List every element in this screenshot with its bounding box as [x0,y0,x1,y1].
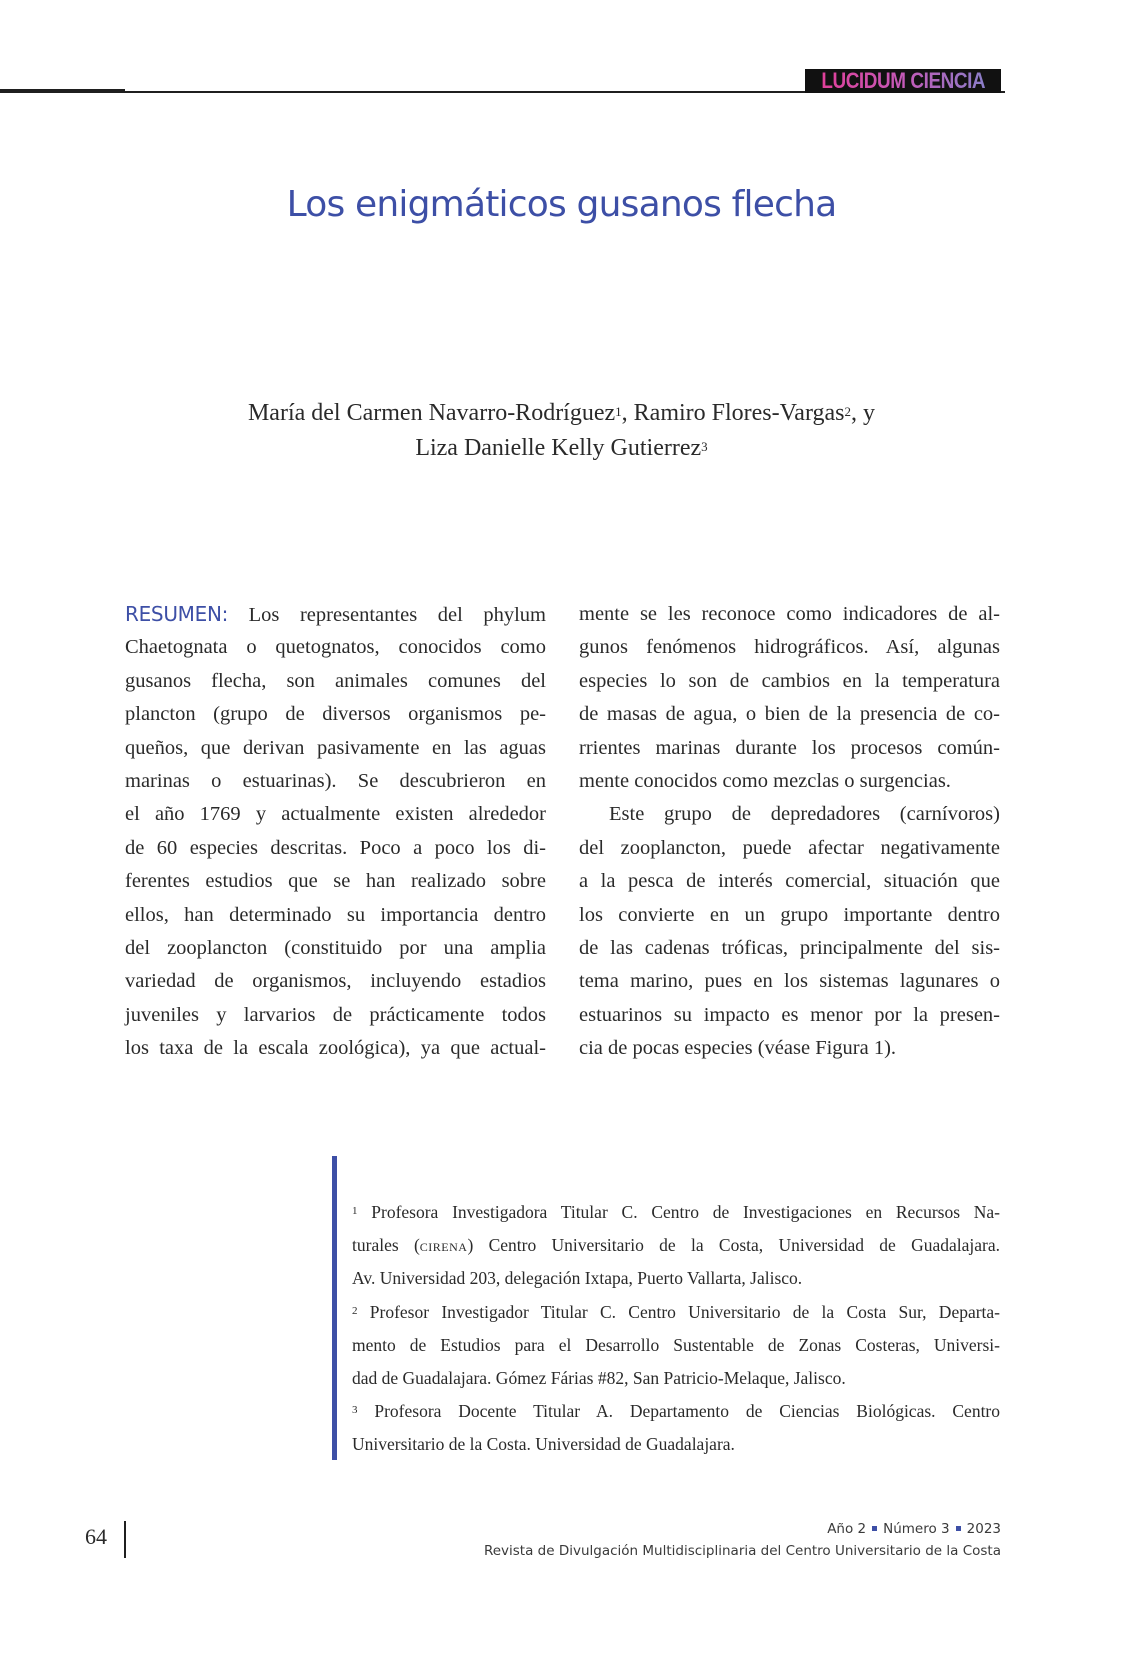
author-name: Liza Danielle Kelly Gutierrez [415,435,702,461]
author-name: María del Carmen Navarro-Rodríguez [247,400,616,426]
footnote-accent-bar [332,1156,337,1460]
footnote-mark: 3 [352,1404,358,1417]
abstract-right-column [579,598,1000,1065]
text-line: mente conocidos como mezclas o surgencias. [579,769,951,792]
text-fragment: Profesora Docente Titular A. Departamento de Ciencias Biológicas. Centro [374,1401,1001,1422]
text-line: de las cadenas tróficas, principalmente del sis- [579,936,1000,959]
issue-date-label: 2023 [966,1521,1001,1537]
text-fragment: Los representantes del phylum [248,604,546,626]
footnote-line [352,1296,1000,1329]
text-line: ellos, han determinado su importancia dentro [125,903,546,926]
page-number-divider [124,1521,126,1558]
page-number: 64 [85,1524,107,1549]
footnote-mark: 1 [352,1205,358,1217]
text-line: plancton (grupo de diversos organismos pe- [125,703,546,726]
text-line: Este grupo de depredadores (carnívoros) [609,803,1000,826]
text-line: estuarinos su impacto es menor por la presen- [579,1003,1000,1026]
affiliation-mark: 2 [844,404,852,419]
author-list [0,396,1123,466]
footnote-line: Universitario de la Costa. Universidad de Guadalajara. [352,1434,735,1455]
author-separator: , [621,400,634,426]
journal-badge [805,69,1001,93]
text-line: los taxa de la escala zoológica), ya que actual- [125,1037,546,1060]
text-line: juveniles y larvarios de prácticamente todos [125,1003,546,1026]
text-line: rrientes marinas durante los procesos común- [579,736,1000,759]
text-line: de masas de agua, o bien de la presencia de co- [579,703,1000,726]
text-fragment: Profesora Investigadora Titular C. Centro de Investigaciones en Recursos Na- [371,1202,1001,1222]
text-line: variedad de organismos, incluyendo estadios [125,970,546,993]
running-footer [484,1518,1001,1562]
issue-info [484,1518,1001,1540]
text-line: a la pesca de interés comercial, situación que [579,870,1000,893]
text-line: gusanos flecha, son animales comunes del [125,669,546,692]
footnote-line: mento de Estudios para el Desarrollo Sustentable de Zonas Costeras, Universi- [352,1334,1000,1355]
text-line: de 60 especies descritas. Poco a poco los di- [125,836,546,859]
author-line-2 [0,431,1123,466]
affiliation-mark: 3 [701,439,708,454]
text-line: ferentes estudios que se han realizado sobre [125,870,546,893]
footnote-line: Av. Universidad 203, delegación Ixtapa, Puerto Vallarta, Jalisco. [352,1268,803,1289]
text-line: queños, que derivan pasivamente en las aguas [125,736,546,759]
abstract-left-column [125,598,546,1065]
text-fragment: turales ( [352,1235,420,1256]
issue-year-label: Año 2 [827,1521,867,1537]
text-line: cia de pocas especies (véase Figura 1). [579,1037,897,1060]
text-line: Chaetognata o quetognatos, conocidos como [125,636,546,659]
author-name: Ramiro Flores-Vargas [633,400,845,426]
affiliation-footnotes [352,1196,1000,1462]
footnote-line: dad de Guadalajara. Gómez Fárias #82, San Patricio-Melaque, Jalisco. [352,1367,846,1388]
journal-name: Revista de Divulgación Multidisciplinaria del Centro Universitario de la Costa [483,1543,1001,1559]
text-line: especies lo son de cambios en la temperatura [579,669,1000,692]
text-line: el año 1769 y actualmente existen alrededor [125,803,546,826]
text-line: gunos fenómenos hidrográficos. Así, algunas [579,636,1000,659]
article-title: Los enigmáticos gusanos flecha [286,184,837,225]
bullet-square-icon [872,1526,877,1531]
resumen-label: RESUMEN: [125,602,229,626]
text-fragment: Centro Universitario de la Costa, Universidad de Guadalajara. [488,1235,1000,1256]
text-line: del zooplancton (constituido por una amplia [125,936,546,959]
text-fragment: Profesor Investigador Titular C. Centro Universitario de la Costa Sur, Departa- [369,1301,1001,1322]
footnote-line [352,1229,1000,1262]
text-line: marinas o estuarinas). Se descubrieron en [125,769,546,792]
text-line: tema marino, pues en los sistemas lagunares o [579,970,1000,993]
header-rule-thick [0,89,125,93]
acronym: cirena [419,1235,468,1256]
text-line: mente se les reconoce como indicadores de al- [579,603,1000,625]
text-line: del zooplancton, puede afectar negativamente [579,836,1000,859]
journal-badge-text: LUCIDUM CIENCIA [821,68,985,93]
issue-number-label: Número 3 [883,1521,950,1537]
footnote-line [352,1395,1000,1428]
text-line [125,598,546,631]
footnote-line [352,1196,1000,1229]
author-line-1 [0,396,1123,431]
text-fragment: ) [467,1235,489,1256]
text-line: los convierte en un grupo importante dentro [579,903,1000,926]
affiliation-mark: 1 [615,404,622,419]
footnote-mark: 2 [352,1304,358,1317]
bullet-square-icon [956,1526,961,1531]
author-separator: , y [851,400,876,426]
